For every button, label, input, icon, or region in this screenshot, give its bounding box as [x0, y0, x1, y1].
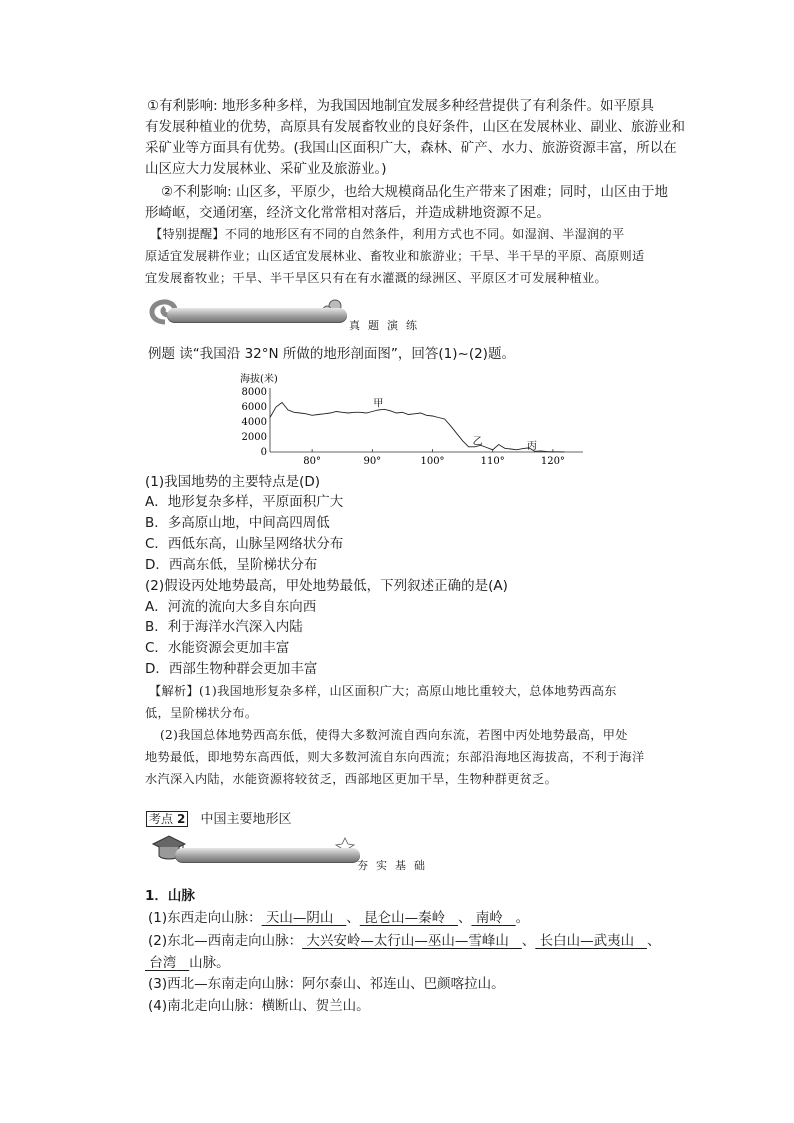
- topic-tag: 考点 2: [146, 811, 188, 827]
- subheading-mountains: 1．山脉: [145, 888, 195, 904]
- mountain-row-1: (1)东西走向山脉： 天山—阴山 、 昆仑山—秦岭 、 南岭 。: [148, 910, 530, 926]
- topic-header: [146, 808, 292, 827]
- x-tick-label: 80°: [303, 456, 322, 467]
- x-tick-label: 120°: [540, 456, 565, 467]
- q1-option-b: B．多高原山地，中间高四周低: [145, 515, 330, 531]
- blank-answer-2: 昆仑山—秦岭: [364, 910, 446, 926]
- y-tick-label: 4000: [241, 417, 267, 428]
- explanation-line5: 水汽深入内陆，水能资源将较贫乏，西部地区更加干旱，生物种群更贫乏。: [145, 772, 558, 786]
- x-tick-label: 90°: [363, 456, 382, 467]
- q2-option-c: C．水能资源会更加丰富: [145, 640, 290, 656]
- tip-line3: 宜发展畜牧业；干旱、半干旱区只有在有水灌溉的绿洲区、平原区才可发展种植业。: [145, 271, 608, 285]
- banner-label: 夯实基础: [357, 859, 433, 872]
- question2: (2)假设丙处地势最高，甲处地势最低，下列叙述正确的是(A): [145, 578, 508, 594]
- q2-option-b: B．利于海洋水汽深入内陆: [145, 619, 303, 635]
- example-intro: 例题 读“我国沿 32°N 所做的地形剖面图”，回答(1)~(2)题。: [148, 346, 515, 362]
- blank-answer-5: 长白山—武夷山: [539, 933, 635, 949]
- explanation-line1: 【解析】(1)我国地形复杂多样，山区面积广大；高原山地比重较大，总体地势西高东: [149, 684, 617, 698]
- y-tick-label: 0: [260, 447, 267, 458]
- para1-line4: 山区应大力发展林业、采矿业及旅游业。): [145, 161, 387, 177]
- q1-option-a: A．地形复杂多样，平原面积广大: [145, 494, 344, 510]
- tip-line2: 原适宜发展耕作业；山区适宜发展林业、畜牧业和旅游业；干旱、半干旱的平原、高原则适: [145, 249, 645, 263]
- explanation-line3: (2)我国总体地势西高东低，使得大多数河流自西向东流，若图中丙处地势最高，甲处: [160, 728, 628, 742]
- profile-annotation: 甲: [373, 398, 384, 410]
- section-banner-basics: [145, 832, 445, 872]
- para1-line1: ①有利影响: 地形多种多样，为我国因地制宜发展多种经营提供了有利条件。如平原具: [147, 98, 654, 114]
- blank-answer-3: 南岭: [475, 910, 503, 926]
- explanation-line2: 低，呈阶梯状分布。: [145, 706, 258, 720]
- x-tick-label: 100°: [420, 456, 445, 467]
- banner-bar: [167, 308, 347, 323]
- q2-option-d: D．西部生物种群会更加丰富: [145, 661, 318, 677]
- mountain-row-2-cont: 台湾 山脉。: [145, 953, 675, 974]
- elevation-line: [270, 403, 565, 452]
- para1-line3: 采矿业等方面具有优势。(我国山区面积广大，森林、矿产、水力、旅游资源丰富，所以在: [145, 140, 677, 156]
- mountain-row-4: (4)南北走向山脉：横断山、贺兰山。: [148, 998, 370, 1014]
- y-tick-label: 2000: [241, 432, 267, 443]
- topic-title: 中国主要地形区: [200, 812, 292, 827]
- explanation-line4: 地势最低，即地势东高西低，则大多数河流自东向西流；东部沿海地区海拔高，不利于海洋: [145, 750, 645, 764]
- para1-line2: 有发展种植业的优势，高原具有发展畜牧业的良好条件，山区在发展林业、副业、旅游业和: [145, 119, 685, 135]
- question1: (1)我国地势的主要特点是(D): [145, 474, 321, 490]
- blank-answer-4: 大兴安岭—太行山—巫山—雪峰山: [306, 933, 509, 949]
- terrain-profile-chart: [238, 370, 598, 468]
- mountain-row-3: (3)西北—东南走向山脉：阿尔泰山、祁连山、巴颜喀拉山。: [148, 976, 505, 992]
- banner-label: 真题演练: [349, 319, 425, 332]
- y-tick-label: 8000: [241, 387, 267, 398]
- y-tick-label: 6000: [241, 402, 267, 413]
- profile-annotation: 乙: [472, 436, 483, 448]
- y-axis-label: 海拔(米): [240, 374, 278, 385]
- banner-bar: [175, 848, 360, 863]
- para2-line1: ②不利影响: 山区多，平原少，也给大规模商品化生产带来了困难；同时，山区由于地: [161, 184, 668, 200]
- mountain-row-2: (2)东北—西南走向山脉： 大兴安岭—太行山—巫山—雪峰山 、 长白山—武夷山 、: [148, 933, 661, 949]
- blank-answer-1: 天山—阴山: [265, 910, 334, 926]
- tip-line1: 【特别提醒】不同的地形区有不同的自然条件，利用方式也不同。如湿润、半湿润的平: [150, 227, 625, 241]
- profile-annotation: 丙: [526, 441, 537, 452]
- blank-answer-6: 台湾: [149, 955, 177, 971]
- para2-line2: 形崎岖，交通闭塞，经济文化常常相对落后，并造成耕地资源不足。: [145, 205, 550, 221]
- q1-option-d: D．西高东低，呈阶梯状分布: [145, 557, 318, 573]
- q2-option-a: A．河流的流向大多自东向西: [145, 599, 317, 615]
- q1-option-c: C．西低东高，山脉呈网络状分布: [145, 536, 344, 552]
- x-tick-label: 110°: [480, 456, 505, 467]
- section-banner-practice: [145, 292, 445, 332]
